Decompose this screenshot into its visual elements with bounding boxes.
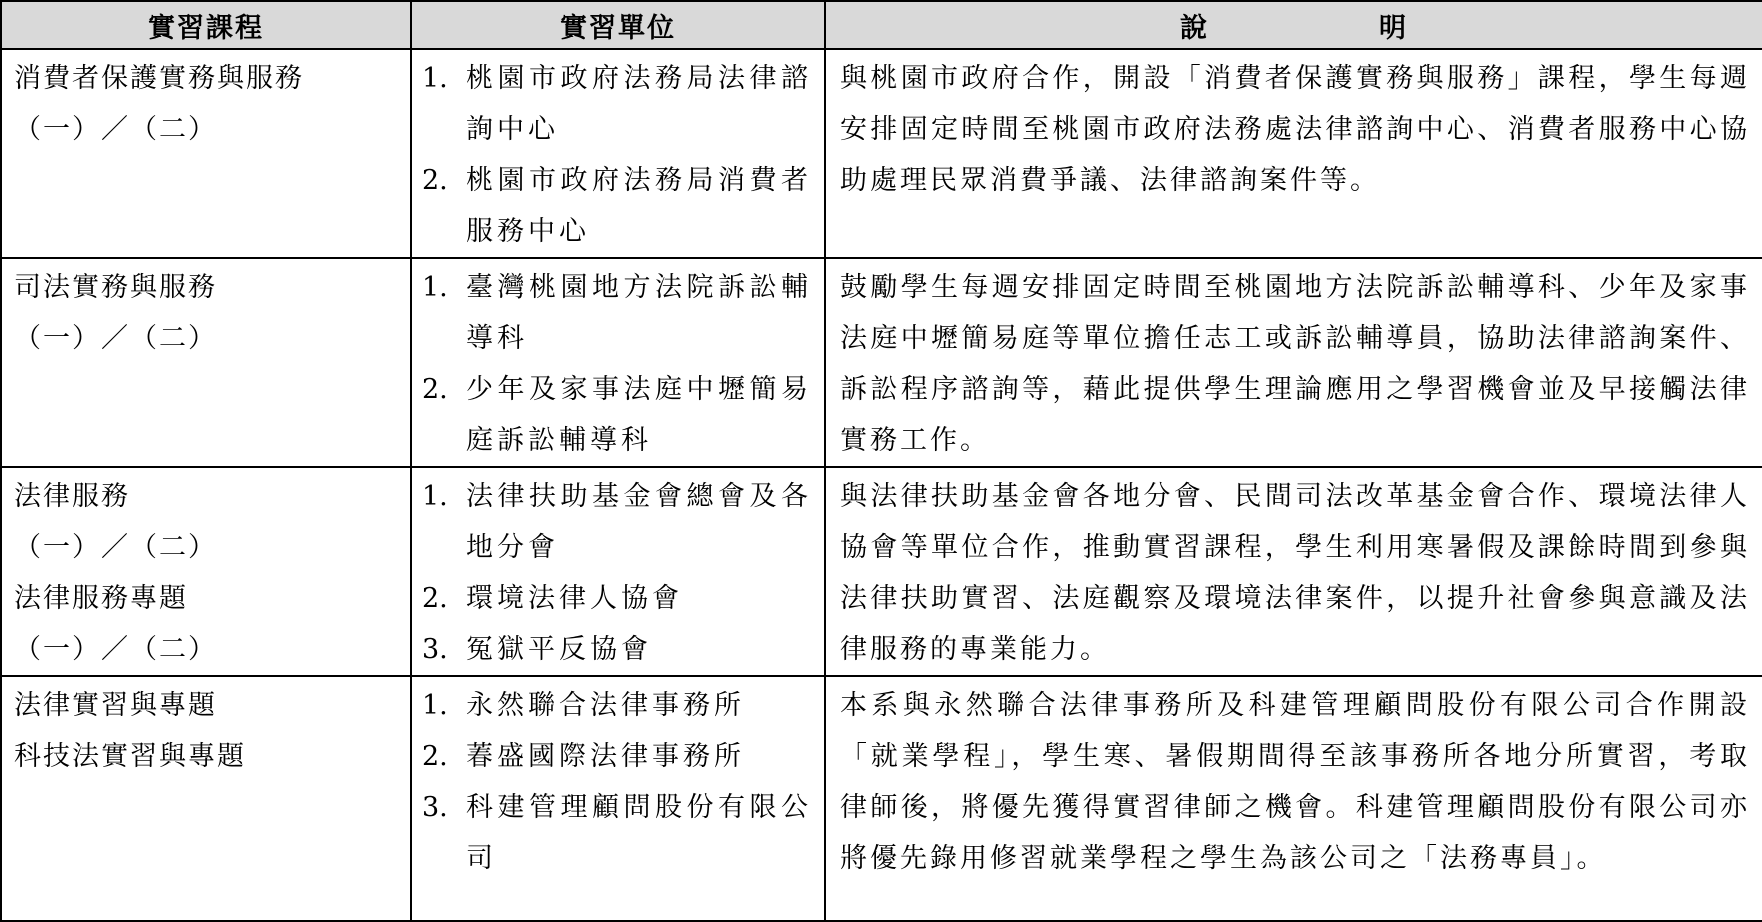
unit-number: 1. (422, 481, 448, 512)
unit-number: 2. (422, 583, 448, 614)
header-course: 實習課程 (1, 1, 411, 49)
unit-item (422, 731, 812, 782)
course-line: （一）／（二） (14, 634, 217, 665)
unit-item (422, 782, 812, 884)
unit-item (422, 262, 812, 364)
header-unit: 實習單位 (411, 1, 825, 49)
table-row (1, 467, 1762, 676)
unit-text: 桃園市政府法務局法律諮詢中心 (466, 63, 812, 145)
table-row (1, 258, 1762, 467)
unit-number: 1. (422, 690, 448, 721)
unit-text: 法律扶助基金會總會及各地分會 (466, 481, 812, 563)
unit-text: 桃園市政府法務局消費者服務中心 (466, 165, 812, 247)
course-line: 司法實務與服務 (14, 272, 217, 303)
course-line: 消費者保護實務與服務 (14, 63, 304, 94)
unit-text: 臺灣桃園地方法院訴訟輔導科 (466, 272, 812, 354)
header-description-left: 說 (1180, 12, 1209, 44)
unit-cell (411, 49, 825, 258)
unit-number: 2. (422, 741, 448, 772)
unit-text: 永然聯合法律事務所 (466, 690, 745, 721)
unit-text: 科建管理顧問股份有限公司 (466, 792, 812, 874)
unit-item (422, 53, 812, 155)
unit-number: 1. (422, 272, 448, 303)
course-line: （一）／（二） (14, 323, 217, 354)
unit-number: 2. (422, 374, 448, 405)
unit-number: 3. (422, 634, 448, 665)
unit-cell (411, 676, 825, 921)
unit-text: 萶盛國際法律事務所 (466, 741, 745, 772)
unit-text: 環境法律人協會 (466, 583, 683, 614)
course-line: 科技法實習與專題 (14, 741, 246, 772)
unit-number: 2. (422, 165, 448, 196)
unit-item (422, 573, 812, 624)
description-cell: 鼓勵學生每週安排固定時間至桃園地方法院訴訟輔導科、少年及家事法庭中壢簡易庭等單位擔任志工或訴訟輔導員，協助法律諮詢案件、訴訟程序諮詢等，藉此提供學生理論應用之學習機會並及早接觸法律實務工作。 (825, 258, 1762, 467)
unit-cell (411, 467, 825, 676)
course-cell (1, 49, 411, 258)
unit-item (422, 624, 812, 675)
description-cell: 與法律扶助基金會各地分會、民間司法改革基金會合作、環境法律人協會等單位合作，推動實習課程，學生利用寒暑假及課餘時間到參與法律扶助實習、法庭觀察及環境法律案件，以提升社會參與意識及法律服務的專業能力。 (825, 467, 1762, 676)
table-header-row (1, 1, 1762, 49)
course-cell (1, 258, 411, 467)
course-cell (1, 676, 411, 921)
unit-text: 少年及家事法庭中壢簡易庭訴訟輔導科 (466, 374, 812, 456)
course-line: 法律服務 (14, 481, 130, 512)
header-description (825, 1, 1762, 49)
course-cell (1, 467, 411, 676)
course-line: （一）／（二） (14, 532, 217, 563)
unit-text: 冤獄平反協會 (466, 634, 652, 665)
header-description-right: 明 (1379, 12, 1408, 44)
table-row (1, 49, 1762, 258)
unit-item (422, 364, 812, 466)
description-cell: 與桃園市政府合作，開設「消費者保護實務與服務」課程，學生每週安排固定時間至桃園市政府法務處法律諮詢中心、消費者服務中心協助處理民眾消費爭議、法律諮詢案件等。 (825, 49, 1762, 258)
course-line: 法律服務專題 (14, 583, 188, 614)
unit-item (422, 155, 812, 257)
unit-number: 3. (422, 792, 448, 823)
course-line: 法律實習與專題 (14, 690, 217, 721)
course-line: （一）／（二） (14, 114, 217, 145)
unit-item (422, 680, 812, 731)
unit-cell (411, 258, 825, 467)
description-cell: 本系與永然聯合法律事務所及科建管理顧問股份有限公司合作開設「就業學程」，學生寒、暑假期間得至該事務所各地分所實習，考取律師後，將優先獲得實習律師之機會。科建管理顧問股份有限公司亦將優先錄用修習就業學程之學生為該公司之「法務專員」。 (825, 676, 1762, 921)
table-row (1, 676, 1762, 921)
unit-number: 1. (422, 63, 448, 94)
unit-item (422, 471, 812, 573)
